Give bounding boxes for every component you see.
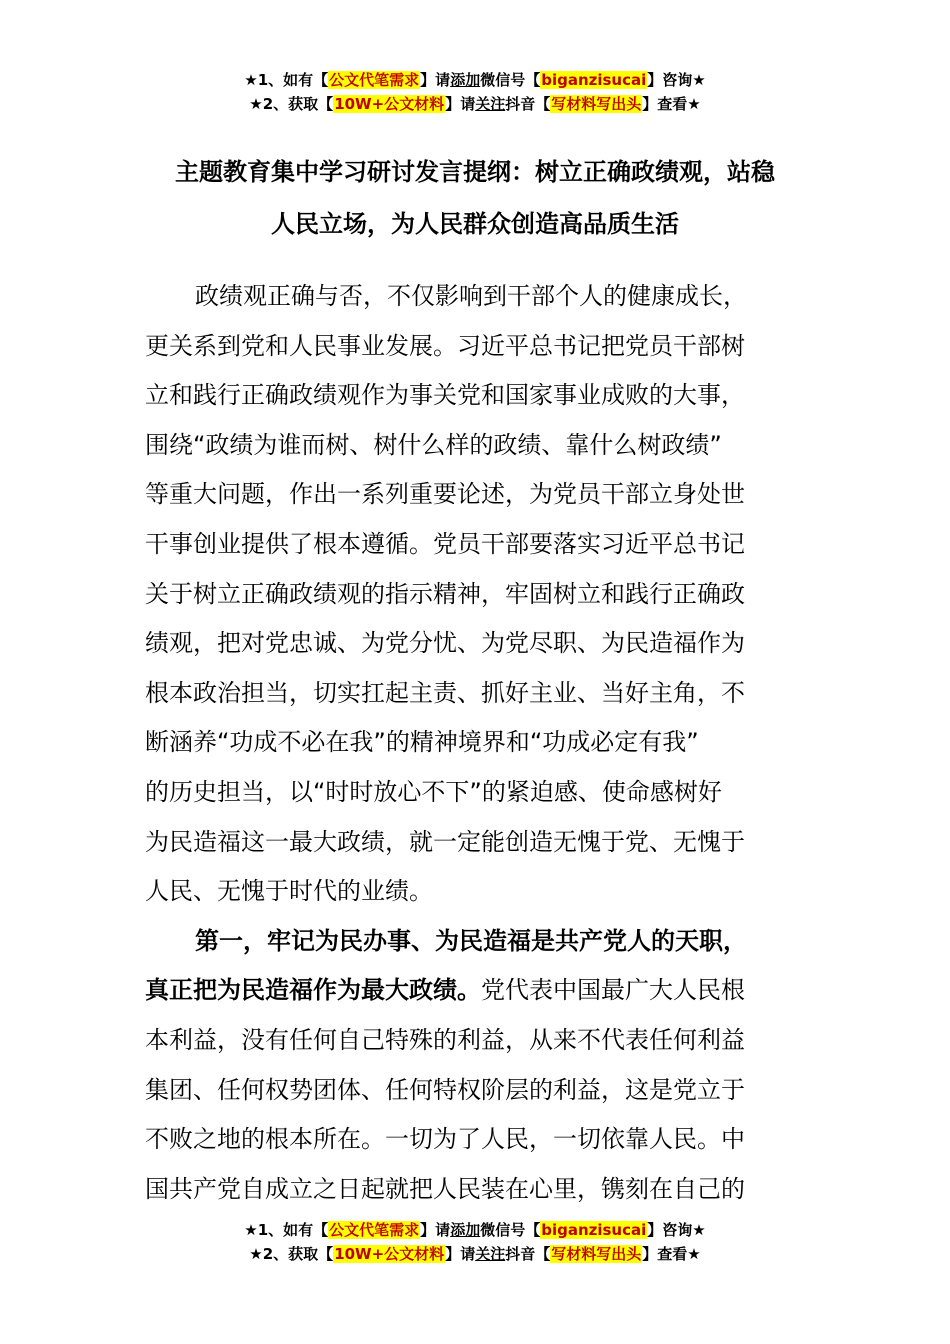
highlight-douyin-account: 写材料写出头 [551, 1245, 642, 1263]
paragraph-2-line: 不败之地的根本所在。一切为了人民，一切依靠人民。中 [145, 1125, 745, 1154]
document-body [145, 272, 815, 1214]
highlight-douyin-account: 写材料写出头 [551, 95, 642, 113]
paragraph-1-line: 关于树立正确政绩观的指示精神，牢固树立和践行正确政 [145, 579, 745, 608]
paragraph-1-line: 等重大问题，作出一系列重要论述，为党员干部立身处世 [145, 480, 745, 509]
paragraph-2-heading-end: 真正把为民造福作为最大政绩。 [145, 976, 481, 1005]
highlight-service: 公文代笔需求 [329, 1221, 420, 1239]
paragraph-2-line: 本利益，没有任何自己特殊的利益，从来不代表任何利益 [145, 1025, 745, 1054]
title-line-1: 主题教育集中学习研讨发言提纲：树立正确政绩观，站稳 [175, 158, 775, 186]
highlight-wechat-id: biganzisucai [541, 71, 647, 89]
highlight-materials: 10W+公文材料 [334, 95, 445, 113]
promo-line-1: ★1、如有【公文代笔需求】请添加微信号【biganzisucai】咨询★ [244, 71, 706, 89]
paragraph-2-line: 真正把为民造福作为最大政绩。党代表中国最广大人民根 [145, 976, 745, 1005]
paragraph-1-line: 围绕“政绩为谁而树、树什么样的政绩、靠什么树政绩” [145, 430, 722, 459]
paragraph-1-line: 为民造福这一最大政绩，就一定能创造无愧于党、无愧于 [145, 827, 745, 856]
highlight-service: 公文代笔需求 [329, 71, 420, 89]
highlight-materials: 10W+公文材料 [334, 1245, 445, 1263]
paragraph-2-line: 国共产党自成立之日起就把人民装在心里，镌刻在自己的 [145, 1174, 745, 1203]
paragraph-1-line: 政绩观正确与否，不仅影响到干部个人的健康成长， [195, 282, 747, 310]
paragraph-1-line: 人民、无愧于时代的业绩。 [145, 877, 433, 906]
paragraph-2-heading-line: 第一，牢记为民办事、为民造福是共产党人的天职， [195, 926, 747, 955]
promo-banner-bottom [0, 1218, 950, 1266]
promo-line-2: ★2、获取【10W+公文材料】请关注抖音【写材料写出头】查看★ [249, 95, 701, 113]
paragraph-1-line: 根本政治担当，切实扛起主责、抓好主业、当好主角，不 [145, 678, 745, 707]
paragraph-2-line: 集团、任何权势团体、任何特权阶层的利益，这是党立于 [145, 1075, 745, 1104]
paragraph-1-line: 更关系到党和人民事业发展。习近平总书记把党员干部树 [145, 331, 745, 360]
title-line-2: 人民立场，为人民群众创造高品质生活 [271, 210, 679, 238]
paragraph-1-line: 的历史担当，以“时时放心不下”的紧迫感、使命感树好 [145, 777, 722, 806]
paragraph-1-line: 干事创业提供了根本遵循。党员干部要落实习近平总书记 [145, 529, 745, 558]
document-title [100, 146, 850, 250]
promo-line-2: ★2、获取【10W+公文材料】请关注抖音【写材料写出头】查看★ [249, 1245, 701, 1263]
paragraph-1-line: 绩观，把对党忠诚、为党分忧、为党尽职、为民造福作为 [145, 629, 745, 658]
paragraph-1-line: 断涵养“功成不必在我”的精神境界和“功成必定有我” [145, 728, 699, 757]
paragraph-1-line: 立和践行正确政绩观作为事关党和国家事业成败的大事， [145, 381, 745, 410]
promo-banner-top [0, 68, 950, 116]
highlight-wechat-id: biganzisucai [541, 1221, 647, 1239]
promo-line-1: ★1、如有【公文代笔需求】请添加微信号【biganzisucai】咨询★ [244, 1221, 706, 1239]
